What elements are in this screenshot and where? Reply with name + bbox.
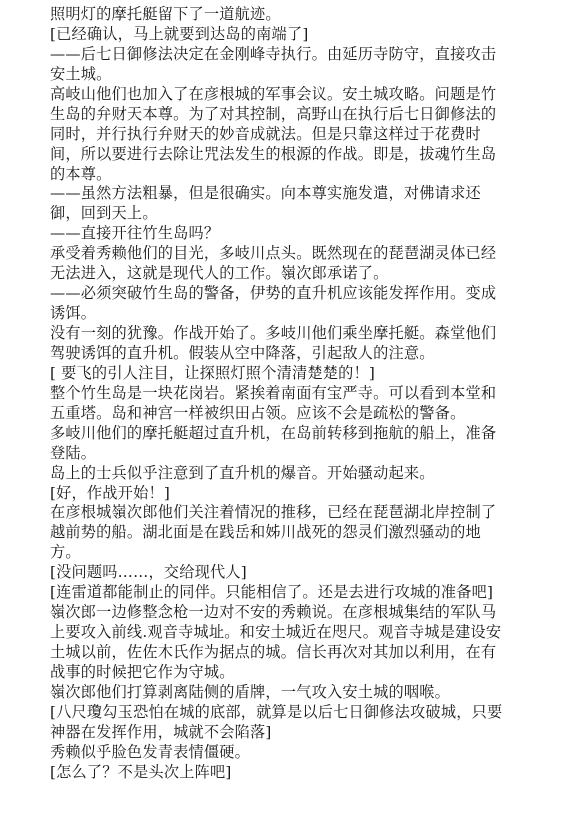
text-line: ——虽然方法粗暴，但是很确实。向本尊实施发遣，对佛请求还 [50,184,481,203]
text-line: 照明灯的摩托艇留下了一道航迹。 [50,5,281,23]
text-line: [没问题吗……，交给现代人] [50,563,247,582]
text-line: 上要攻入前线.观音寺城址。和安土城近在咫尺。观音寺城是建设安 [50,623,502,642]
text-line: 岛上的士兵似乎注意到了直升机的爆音。开始骚动起来。 [50,463,435,482]
text-line: 整个竹生岛是一块花岗岩。紧挨着南面有宝严寺。可以看到本堂和 [50,383,497,402]
text-line: 方。 [50,543,81,562]
text-line: 间，所以要进行去除让咒法发生的根源的作战。即是，拔魂竹生岛 [50,144,497,163]
text-line: 无法进入，这就是现代人的工作。嶺次郎承诺了。 [50,264,389,283]
text-line: 秀赖似乎脸色发青表情僵硬。 [50,742,251,761]
text-line: 五重塔。岛和神宫一样被织田占领。应该不会是疏松的警备。 [50,403,466,422]
text-line: 登陆。 [50,443,97,462]
text-line: [八尺瓊勾玉恐怕在城的底部，就算是以后七日御修法攻破城，只要 [50,702,503,721]
text-line: 的本尊。 [50,164,112,183]
text-line: 土城以前，佐佐木氏作为据点的城。信长再次对其加以利用，在有 [50,643,497,661]
text-line: [已经确认，马上就要到达岛的南端了] [50,24,309,43]
text-line: ——直接开往竹生岛吗？ [50,224,220,243]
text-line: ——后七日御修法决定在金刚峰寺执行。由延历寺防守，直接攻击 [50,44,497,63]
text-line: [好，作战开始！] [50,483,170,502]
text-line: 越前势的船。湖北面是在践岳和姊川战死的怨灵们激烈骚动的地 [50,523,481,542]
text-line: 神器在发挥作用，城就不会陷落] [50,722,272,741]
text-line: 没有一刻的犹豫。作战开始了。多岐川他们乘坐摩托艇。森堂他们 [50,324,497,342]
text-line: [ 要飞的引人注目，让探照灯照个清清楚楚的！] [50,363,376,382]
text-line: 驾驶诱饵的直升机。假装从空中降落，引起敌人的注意。 [50,343,435,362]
text-line: 同时，并行执行弁财天的妙音成就法。但是只靠这样过于花费时 [50,124,481,143]
text-line: 高岐山他们也加入了在彦根城的军事会议。安土城攻略。问题是竹 [50,84,497,103]
text-line: 御，回到天上。 [50,204,158,223]
text-line: ——必须突破竹生岛的警备，伊势的直升机应该能发挥作用。变成 [50,284,497,303]
text-line: 承受着秀赖他们的目光，多岐川点头。既然现在的琵琶湖灵体已经 [50,244,497,263]
text-line: 生岛的弁财天本尊。为了对其控制，高野山在执行后七日御修法的 [50,104,497,123]
text-line: 安土城。 [50,64,112,83]
text-line: [怎么了？不是头次上阵吧] [50,762,232,781]
text-line: 多岐川他们的摩托艇超过直升机，在岛前转移到拖航的船上，准备 [50,423,497,442]
text-line: [连雷道都能制止的同伴。只能相信了。还是去进行攻城的准备吧] [50,583,494,602]
text-line: 诱饵。 [50,304,97,323]
text-line: 战事的时候把它作为守城。 [50,662,235,681]
text-line: 嶺次郎一边修整念枪一边对不安的秀赖说。在彦根城集结的军队马 [50,603,497,622]
text-line: 嶺次郎他们打算剥离陆侧的盾牌，一气攻入安土城的咽喉。 [50,682,451,701]
text-line: 在彦根城嶺次郎他们关注着情况的推移，已经在琵琶湖北岸控制了 [50,503,497,522]
